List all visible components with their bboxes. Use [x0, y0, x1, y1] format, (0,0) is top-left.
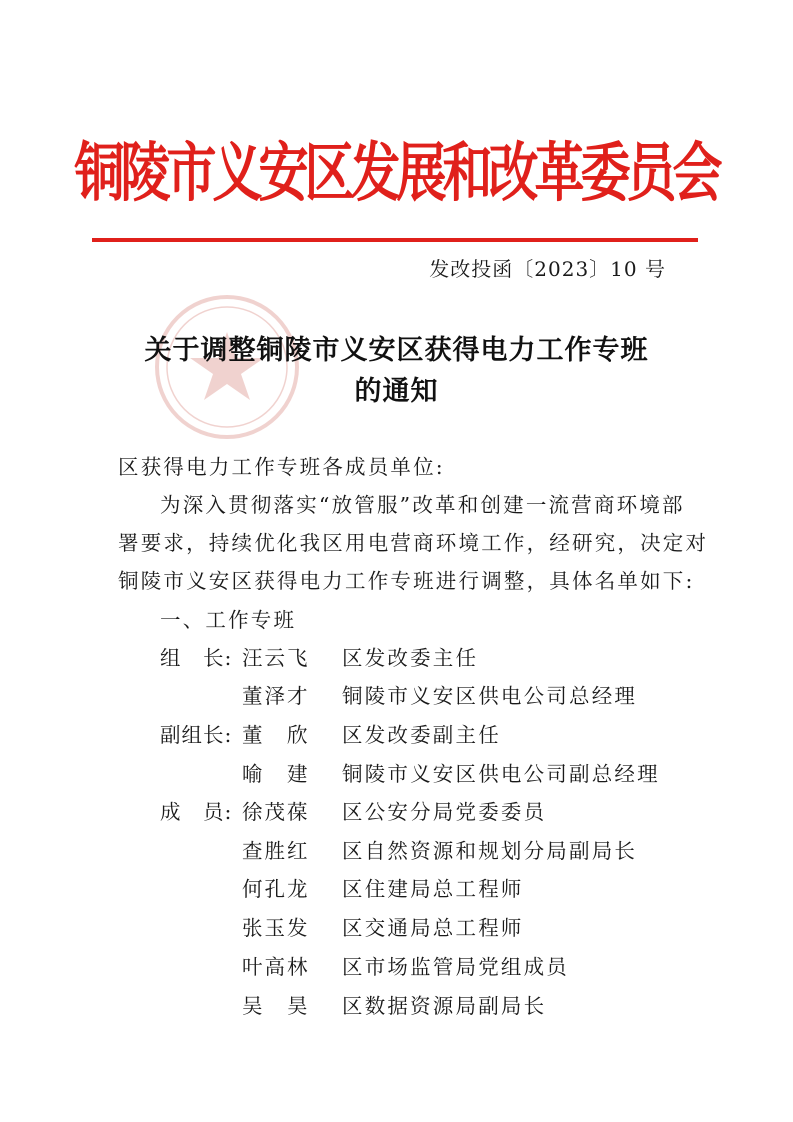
letterhead-red-rule — [92, 238, 698, 242]
roster-name: 吴 昊 — [242, 994, 310, 1018]
roster-position: 区公安分局党委委员 — [342, 800, 547, 824]
paragraph-line: 署要求，持续优化我区用电营商环境工作，经研究，决定对 — [118, 531, 709, 555]
roster-position: 区发改委主任 — [342, 646, 479, 670]
roster-role: 组 长: — [160, 646, 233, 670]
roster-name: 叶高林 — [242, 955, 310, 979]
roster-row — [0, 872, 793, 908]
roster-name: 张玉发 — [242, 916, 310, 940]
roster-name: 董泽才 — [242, 684, 310, 708]
paragraph-line: 为深入贯彻落实“放管服”改革和创建一流营商环境部 — [160, 493, 685, 517]
roster-position: 铜陵市义安区供电公司总经理 — [342, 684, 638, 708]
roster-row — [0, 834, 793, 870]
roster-name: 汪云飞 — [242, 646, 310, 670]
roster-row — [0, 757, 793, 793]
roster-name: 喻 建 — [242, 762, 310, 786]
roster-row — [0, 718, 793, 754]
roster-position: 区数据资源局副局长 — [342, 994, 547, 1018]
paragraph-line: 铜陵市义安区获得电力工作专班进行调整，具体名单如下: — [118, 569, 695, 593]
roster-position: 区发改委副主任 — [342, 723, 501, 747]
roster-name: 何孔龙 — [242, 877, 310, 901]
roster-row — [0, 679, 793, 715]
roster-position: 区住建局总工程师 — [342, 877, 524, 901]
roster-position: 区交通局总工程师 — [342, 916, 524, 940]
roster-row — [0, 950, 793, 986]
roster-role: 成 员: — [160, 800, 233, 824]
document-number: 发改投函〔2023〕10 号 — [429, 257, 666, 281]
roster-position: 铜陵市义安区供电公司副总经理 — [342, 762, 660, 786]
section-heading: 一、工作专班 — [160, 608, 297, 632]
roster-name: 徐茂葆 — [242, 800, 310, 824]
roster-row — [0, 911, 793, 947]
official-seal-icon — [152, 292, 302, 442]
roster-name: 查胜红 — [242, 839, 310, 863]
letterhead-org-name: 铜陵市义安区发展和改革委员会 — [74, 136, 719, 211]
roster-role: 副组长: — [160, 723, 233, 747]
roster-row — [0, 795, 793, 831]
roster-position: 区市场监管局党组成员 — [342, 955, 569, 979]
document-title-line-2: 的通知 — [354, 376, 439, 407]
roster-row — [0, 989, 793, 1025]
roster-row — [0, 641, 793, 677]
roster-position: 区自然资源和规划分局副局长 — [342, 839, 638, 863]
roster-name: 董 欣 — [242, 723, 310, 747]
document-title-line-1: 关于调整铜陵市义安区获得电力工作专班 — [144, 335, 649, 366]
salutation: 区获得电力工作专班各成员单位: — [118, 455, 445, 479]
